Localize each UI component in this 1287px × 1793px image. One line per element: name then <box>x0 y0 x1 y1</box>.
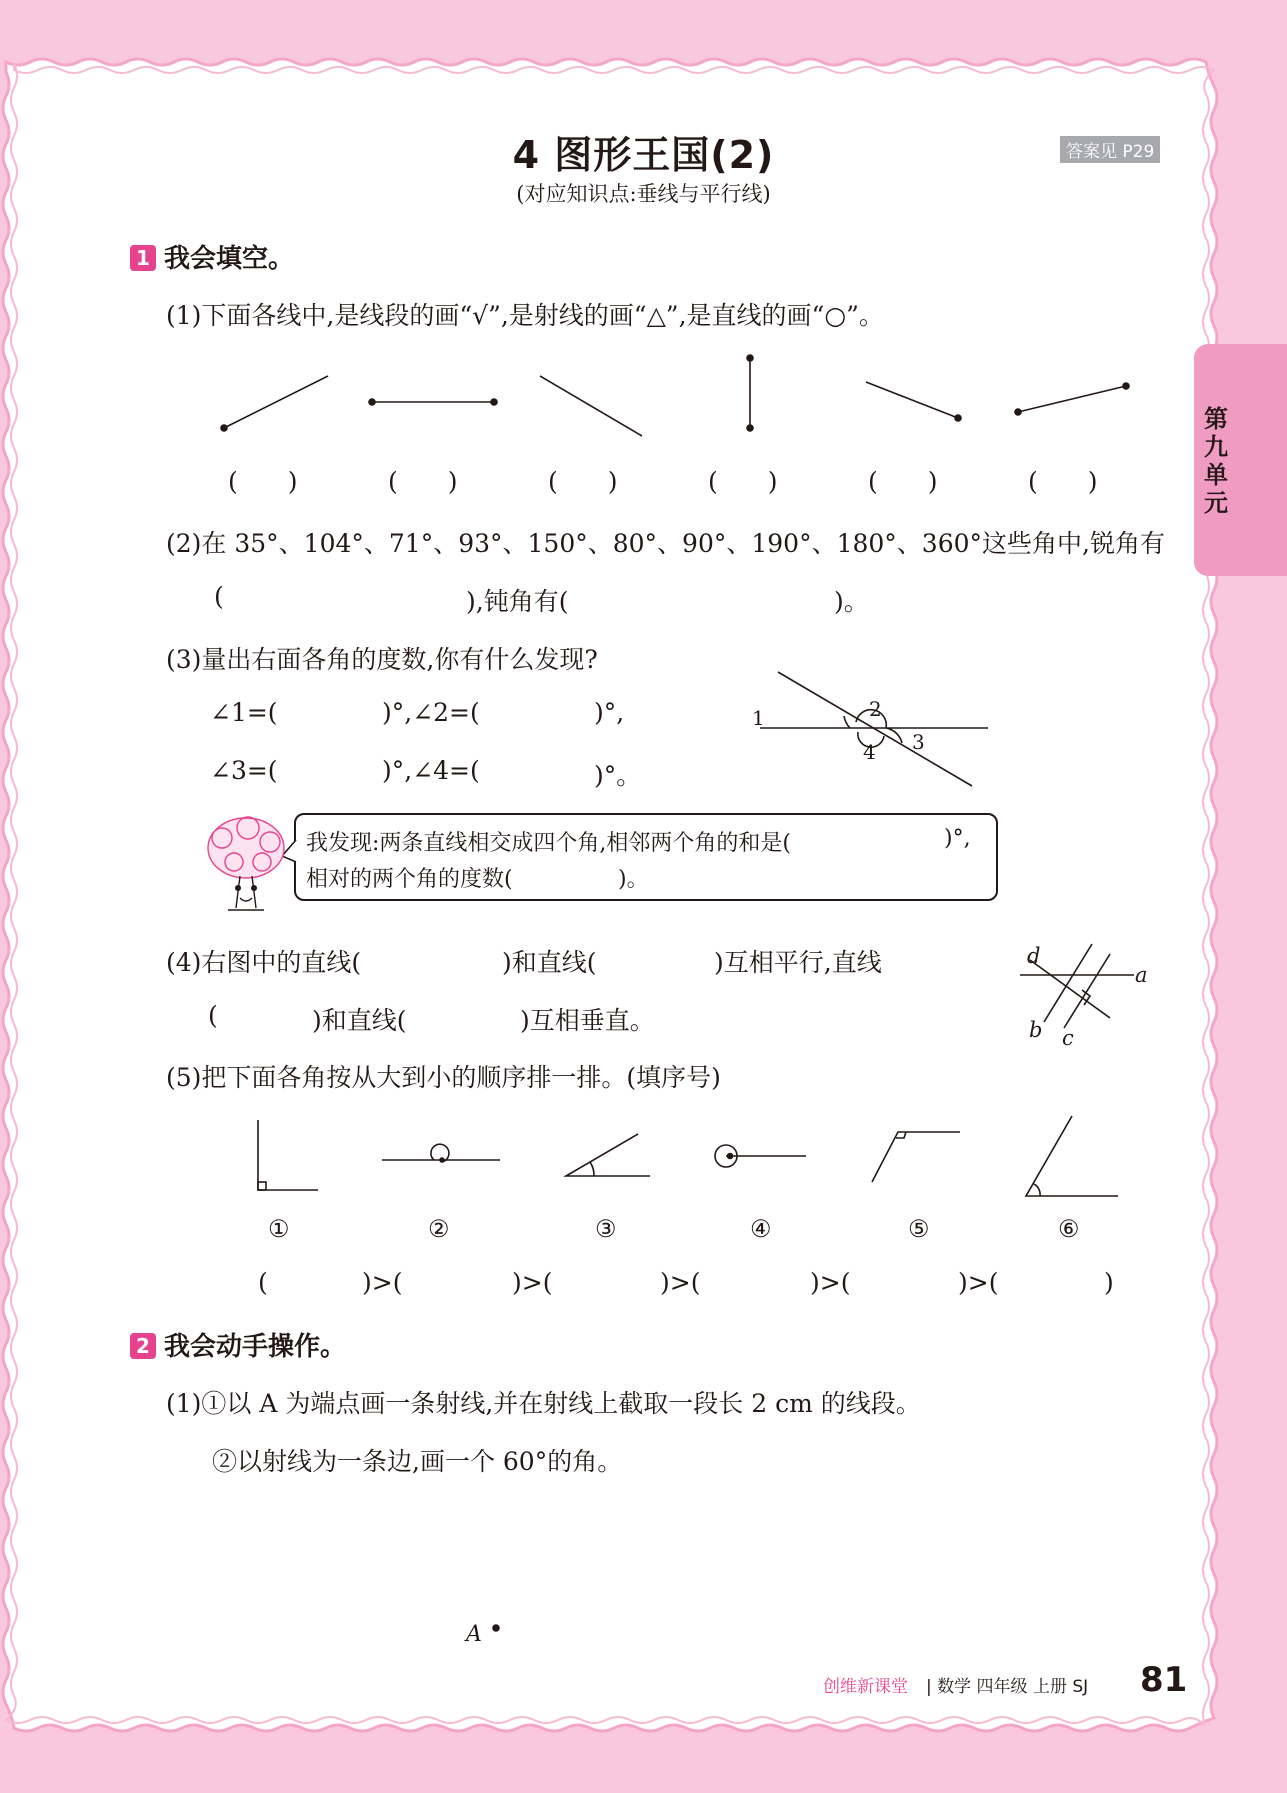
q2-close: )。 <box>834 587 869 616</box>
angle-num-4: ④ <box>750 1215 772 1243</box>
answer-badge: 答案见 P29 <box>1060 136 1160 163</box>
q1-blank-3[interactable]: ( ) <box>548 467 618 496</box>
page-number: 81 <box>1140 1660 1188 1700</box>
q1-blank-5[interactable]: ( ) <box>868 467 938 496</box>
angle-label-4: 4 <box>863 740 876 764</box>
discovery-line-2-end: )。 <box>618 867 649 892</box>
q5-text: (5)把下面各角按从大到小的顺序排一排。(填序号) <box>166 1063 721 1092</box>
q3-angle3: ∠3=( <box>210 756 278 785</box>
q2-acute-open: ( <box>214 582 224 611</box>
q1-text: (1)下面各线中,是线段的画“√”,是射线的画“△”,是直线的画“○”。 <box>166 301 884 330</box>
q1-blank-4[interactable]: ( ) <box>708 467 778 496</box>
angle-label-1: 1 <box>752 706 765 730</box>
angle-num-2: ② <box>428 1215 450 1243</box>
angle-num-6: ⑥ <box>1058 1215 1080 1243</box>
footer-brand: 创维新课堂 <box>823 1677 908 1697</box>
order-close: ) <box>1104 1268 1114 1297</box>
q3-row1-end: )°, <box>594 698 625 727</box>
order-open: ( <box>258 1268 268 1297</box>
footer-info: | 数学 四年级 上册 SJ <box>926 1677 1089 1697</box>
q1-blank-2[interactable]: ( ) <box>388 467 458 496</box>
page-subtitle: (对应知识点:垂线与平行线) <box>516 182 771 206</box>
angle-label-3: 3 <box>912 730 925 754</box>
q4-line1-b: )和直线( <box>502 948 597 977</box>
angle-num-3: ③ <box>595 1215 617 1243</box>
discovery-line-2: 相对的两个角的度数( <box>306 867 513 892</box>
q4-line2-a: ( <box>208 1001 218 1030</box>
angle-label-2: 2 <box>869 697 882 721</box>
q1-blank-6[interactable]: ( ) <box>1028 467 1098 496</box>
order-gt-4: )>( <box>810 1268 851 1297</box>
section2-heading-text: 我会动手操作。 <box>164 1332 347 1362</box>
q3-angle1: ∠1=( <box>210 698 278 727</box>
section1-heading-text: 我会填空。 <box>164 244 295 274</box>
s2-q1-b: ②以射线为一条边,画一个 60°的角。 <box>212 1447 623 1476</box>
line-label-a: a <box>1135 963 1148 987</box>
section2-number: 2 <box>130 1333 156 1359</box>
q2-line1: (2)在 35°、104°、71°、93°、150°、80°、90°、190°、180°、360°这些角中,锐角有 <box>166 529 1165 558</box>
section1-heading <box>130 238 294 275</box>
order-gt-2: )>( <box>512 1268 553 1297</box>
q4-line2-c: )互相垂直。 <box>520 1006 655 1035</box>
unit-tab-label: 第九单元 <box>1204 405 1228 517</box>
page-title: 4 图形王国(2) <box>512 133 775 177</box>
q4-line1-a: (4)右图中的直线( <box>166 948 362 977</box>
q4-line1-c: )互相平行,直线 <box>714 948 882 977</box>
order-gt-5: )>( <box>958 1268 999 1297</box>
q3-text: (3)量出右面各角的度数,你有什么发现? <box>166 645 598 674</box>
section1-number: 1 <box>130 245 156 271</box>
line-label-d: d <box>1027 944 1041 968</box>
angle-num-5: ⑤ <box>908 1215 930 1243</box>
point-a-label: A <box>466 1622 482 1647</box>
s2-q1-a: (1)①以 A 为端点画一条射线,并在射线上截取一段长 2 cm 的线段。 <box>166 1389 921 1418</box>
discovery-line-1-end: )°, <box>944 826 971 851</box>
q3-row2-end: )°。 <box>594 761 642 790</box>
q2-obtuse-label: ),钝角有( <box>466 587 569 616</box>
line-label-b: b <box>1029 1018 1043 1042</box>
q3-angle4: )°,∠4=( <box>382 756 480 785</box>
q1-blank-1[interactable]: ( ) <box>228 467 298 496</box>
section2-heading <box>130 1326 346 1363</box>
line-label-c: c <box>1062 1026 1074 1050</box>
angle-num-1: ① <box>268 1215 290 1243</box>
q4-line2-b: )和直线( <box>312 1006 407 1035</box>
discovery-line-1: 我发现:两条直线相交成四个角,相邻两个角的和是( <box>306 831 791 856</box>
q3-angle2: )°,∠2=( <box>382 698 480 727</box>
order-gt-3: )>( <box>660 1268 701 1297</box>
order-gt-1: )>( <box>362 1268 403 1297</box>
